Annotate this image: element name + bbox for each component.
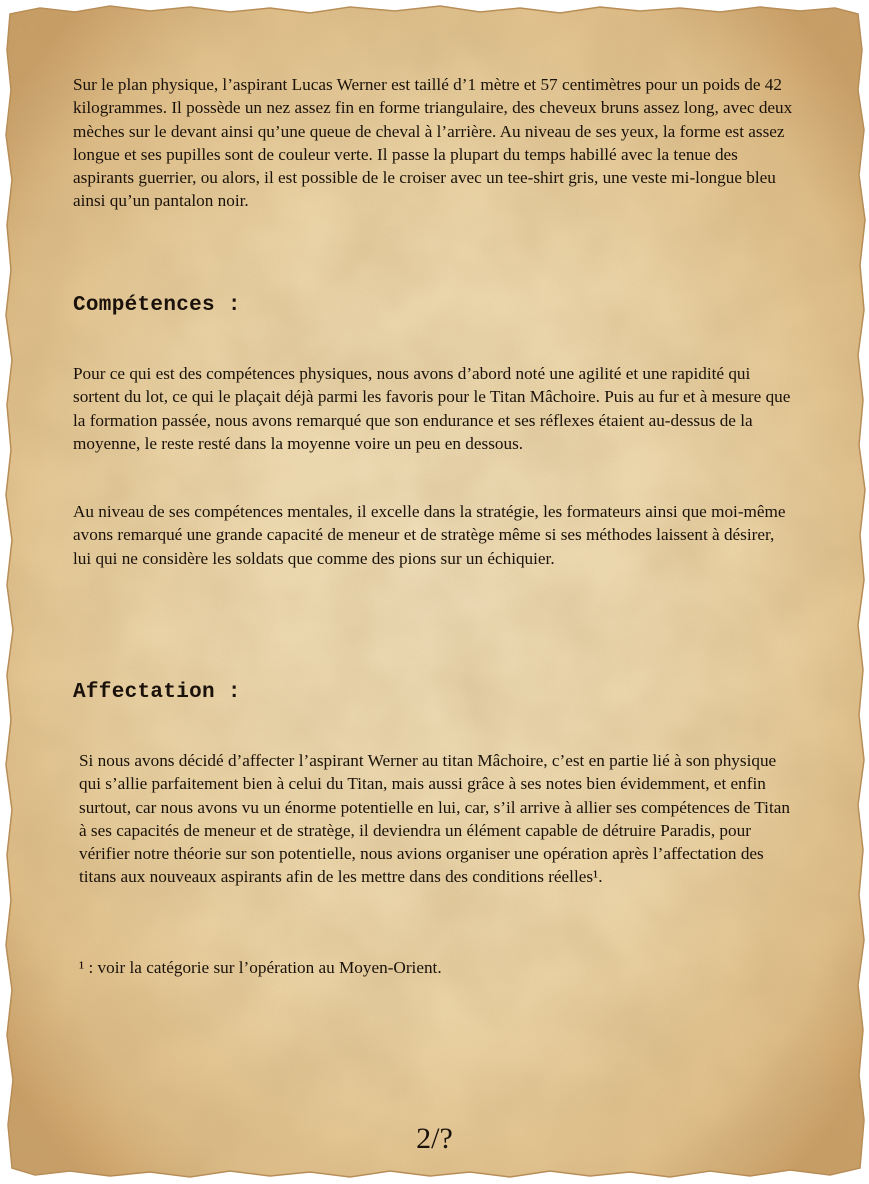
heading-competences: Compétences : (73, 294, 241, 317)
paragraph-competences-physiques: Pour ce qui est des compétences physiques, nous avons d’abord noté une agilité et une rapidité qui sortent du lot, ce qui le plaçait déjà parmi les favoris pour le Titan Mâchoire. Puis au fur et à mesure que la formation passée, nous avons remarqué que son endurance et ses réflexes étaient au-dessus de la moyenne, le reste resté dans la moyenne voire un peu en dessous. (73, 364, 791, 453)
footnote: ¹ : voir la catégorie sur l’opération au Moyen-Orient. (79, 958, 442, 977)
paragraph-affectation: Si nous avons décidé d’affecter l’aspirant Werner au titan Mâchoire, c’est en partie lié à son physique qui s’allie parfaitement bien à celui du Titan, mais aussi grâce à ses notes bien évidemment, et enfin surtout, car nous avons vu un énorme potentielle en lui, car, s’il arrive à allier ses compétences de Titan à ses capacités de meneur et de stratège, il deviendra un élément capable de détruire Paradis, pour vérifier notre théorie sur son potentielle, nous avions organiser une opération après l’affectation des titans aux nouveaux aspirants afin de les mettre dans des conditions réelles¹. (79, 751, 790, 887)
heading-affectation: Affectation : (73, 681, 241, 704)
page-number: 2/? (416, 1122, 453, 1155)
paragraph-physique: Sur le plan physique, l’aspirant Lucas Werner est taillé d’1 mètre et 57 centimètres pour un poids de 42 kilogrammes. Il possède un nez assez fin en forme triangulaire, des cheveux bruns assez long, avec deux mèches sur le devant ainsi qu’une queue de cheval à l’arrière. Au niveau de ses yeux, la forme est assez longue et ses pupilles sont de couleur verte. Il passe la plupart du temps habillé avec la tenue des aspirants guerrier, ou alors, il est possible de le croiser avec un tee-shirt gris, une veste mi-longue bleu ainsi qu’un pantalon noir. (73, 75, 793, 211)
paragraph-competences-mentales: Au niveau de ses compétences mentales, il excelle dans la stratégie, les formateurs ainsi que moi-même avons remarqué une grande capacité de meneur et de stratège même si ses méthodes laissent à désirer, lui qui ne considère les soldats que comme des pions sur un échiquier. (73, 502, 786, 568)
